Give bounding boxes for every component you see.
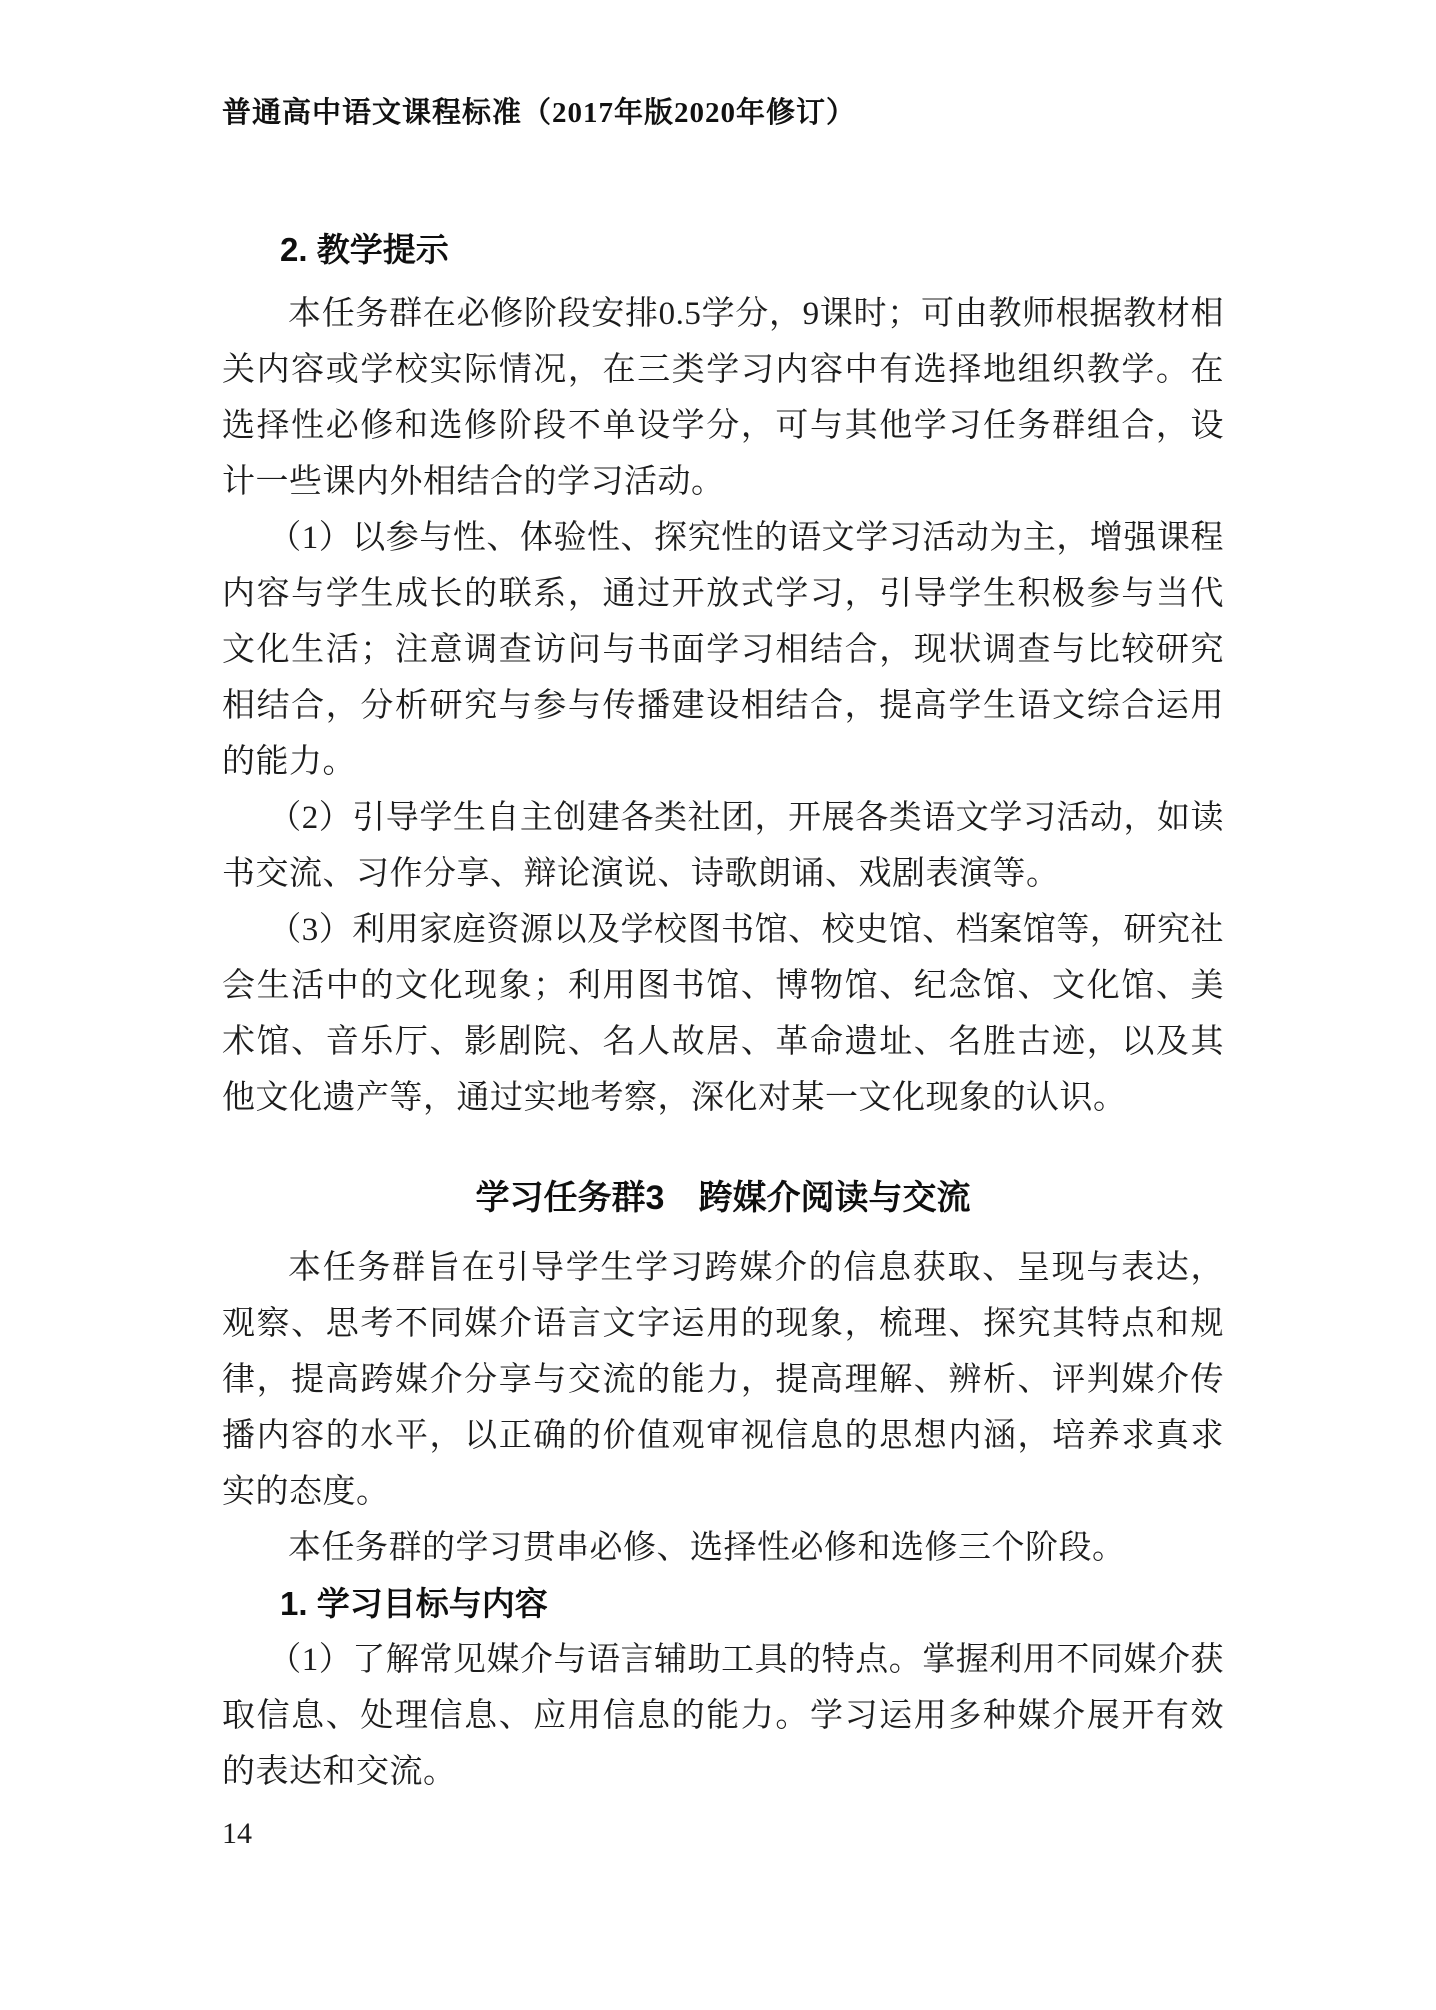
running-header-title: 普通高中语文课程标准（2017年版2020年修订） <box>222 97 857 129</box>
paragraph-teaching-tips-item-3: （3）利用家庭资源以及学校图书馆、校史馆、档案馆等，研究社会生活中的文化现象；利用图书馆、博物馆、纪念馆、文化馆、美术馆、音乐厅、影剧院、名人故居、革命遗址、名胜古迹，以及其他文化遗产等，通过实地考察，深化对某一文化现象的认识。 <box>222 912 1224 1116</box>
paragraph-task-group-3-intro: 本任务群旨在引导学生学习跨媒介的信息获取、呈现与表达，观察、思考不同媒介语言文字运用的现象，梳理、探究其特点和规律，提高跨媒介分享与交流的能力，提高理解、辨析、评判媒介传播内容的水平，以正确的价值观审视信息的思想内涵，培养求真求实的态度。 <box>222 1250 1224 1510</box>
section-heading-goals-and-content: 1. 学习目标与内容 <box>280 1585 548 1622</box>
paragraph-teaching-tips-item-2: （2）引导学生自主创建各类社团，开展各类语文学习活动，如读书交流、习作分享、辩论演说、诗歌朗诵、戏剧表演等。 <box>222 800 1224 892</box>
section-heading-task-group-3: 学习任务群3 跨媒介阅读与交流 <box>475 1179 971 1217</box>
paragraph-goals-item-1: （1）了解常见媒介与语言辅助工具的特点。掌握利用不同媒介获取信息、处理信息、应用信息的能力。学习运用多种媒介展开有效的表达和交流。 <box>222 1642 1224 1790</box>
page-number: 14 <box>222 1817 252 1850</box>
page-content <box>222 0 1224 1854</box>
paragraph-task-group-3-stages: 本任务群的学习贯串必修、选择性必修和选修三个阶段。 <box>288 1530 1126 1566</box>
section-heading-teaching-tips: 2. 教学提示 <box>280 231 449 268</box>
paragraph-teaching-tips-intro: 本任务群在必修阶段安排0.5学分，9课时；可由教师根据教材相关内容或学校实际情况，在三类学习内容中有选择地组织教学。在选择性必修和选修阶段不单设学分，可与其他学习任务群组合，设计一些课内外相结合的学习活动。 <box>222 296 1224 500</box>
paragraph-teaching-tips-item-1: （1）以参与性、体验性、探究性的语文学习活动为主，增强课程内容与学生成长的联系，通过开放式学习，引导学生积极参与当代文化生活；注意调查访问与书面学习相结合，现状调查与比较研究相结合，分析研究与参与传播建设相结合，提高学生语文综合运用的能力。 <box>222 520 1224 780</box>
